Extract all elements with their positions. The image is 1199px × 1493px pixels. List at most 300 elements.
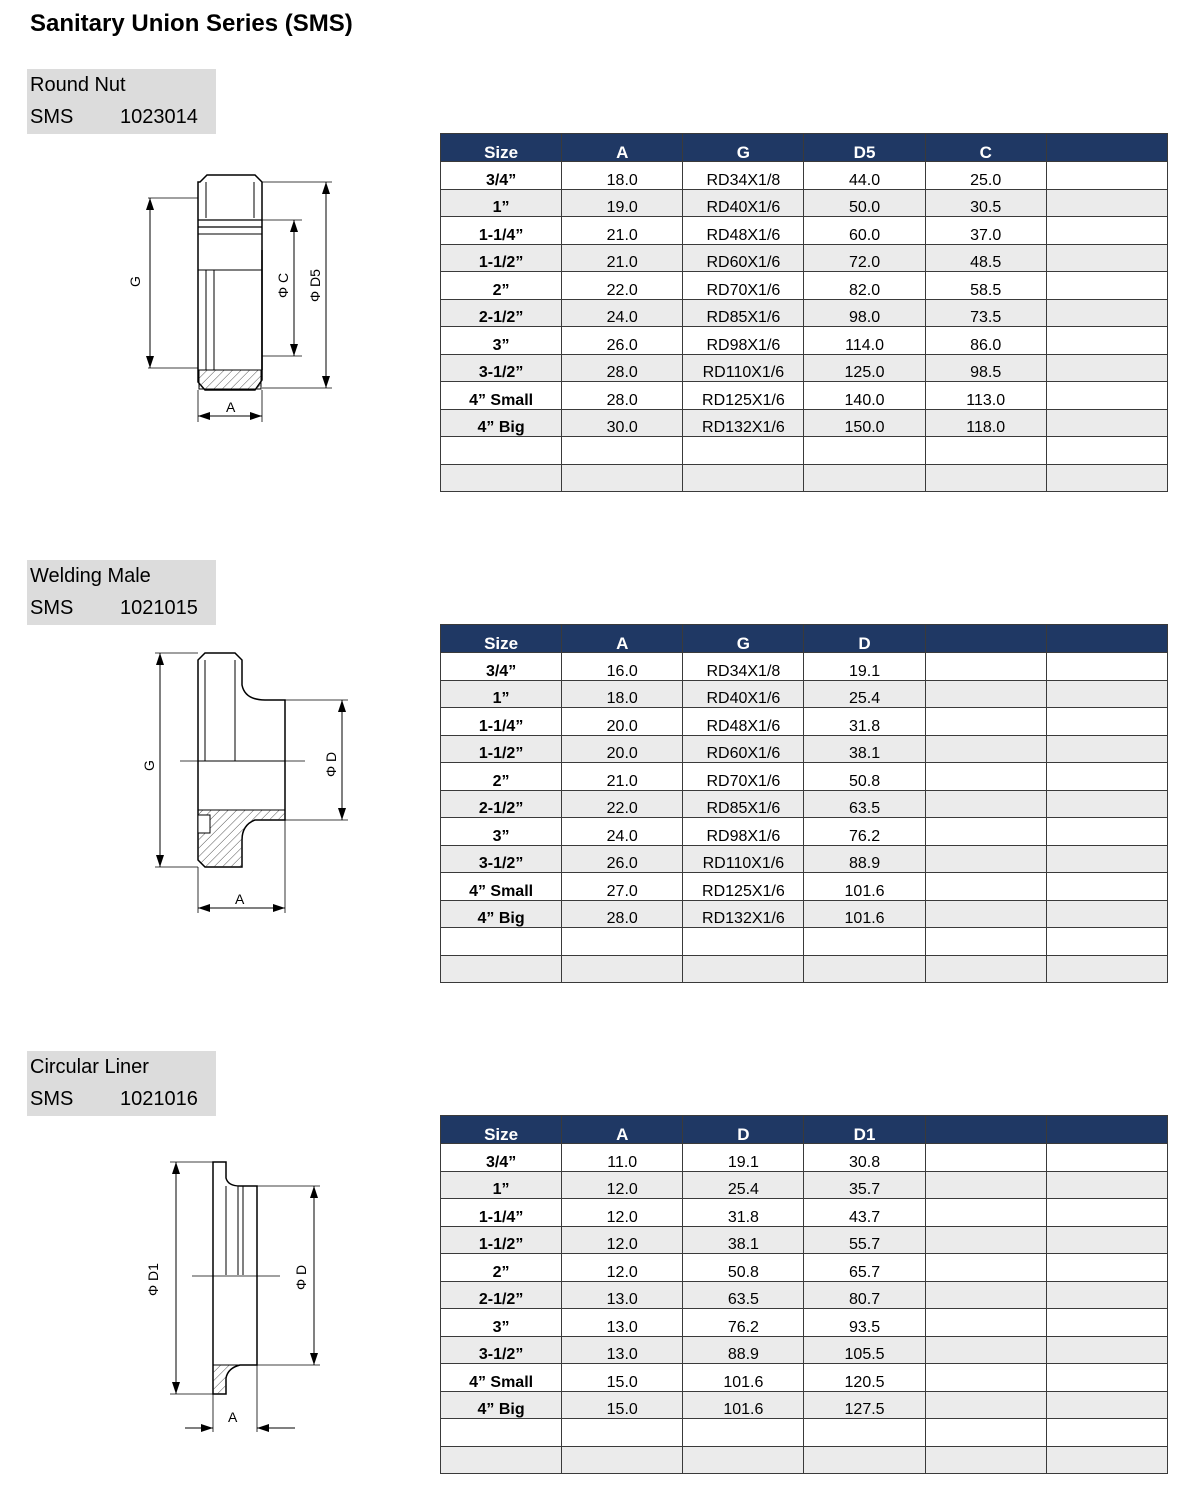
column-header [1046, 134, 1167, 162]
product-name: Circular Liner [30, 1056, 149, 1078]
round-nut-table [440, 133, 1168, 492]
table-cell: 26.0 [562, 845, 683, 873]
table-cell [1046, 735, 1167, 763]
table-cell: 18.0 [562, 680, 683, 708]
table-cell: 15.0 [562, 1364, 683, 1392]
table-cell [1046, 354, 1167, 382]
table-cell [1046, 464, 1167, 492]
table-row [441, 1254, 1168, 1282]
table-row [441, 189, 1168, 217]
table-cell: 22.0 [562, 272, 683, 300]
table-row [441, 845, 1168, 873]
table-cell [1046, 763, 1167, 791]
size-cell: 2-1/2” [441, 790, 562, 818]
table-cell [1046, 1199, 1167, 1227]
table-header-row [441, 1116, 1168, 1144]
table-cell [925, 763, 1046, 791]
table-row [441, 1364, 1168, 1392]
size-cell: 4” Big [441, 1391, 562, 1419]
table-row [441, 818, 1168, 846]
table-cell: RD60X1/6 [683, 735, 804, 763]
table-cell: 22.0 [562, 790, 683, 818]
size-cell: 3/4” [441, 162, 562, 190]
table-cell: 35.7 [804, 1171, 925, 1199]
table-cell: 88.9 [804, 845, 925, 873]
column-header: D1 [804, 1116, 925, 1144]
table-cell [925, 1199, 1046, 1227]
table-row [441, 1281, 1168, 1309]
standard-label: SMS [30, 597, 74, 619]
d-dimension-label: Φ D [323, 751, 339, 777]
table-cell: 15.0 [562, 1391, 683, 1419]
column-header: A [562, 1116, 683, 1144]
table-body [441, 1144, 1168, 1474]
table-cell: 19.1 [683, 1144, 804, 1172]
product-code: 1023014 [120, 106, 198, 128]
table-cell: RD34X1/8 [683, 162, 804, 190]
table-cell: 13.0 [562, 1281, 683, 1309]
size-cell: 2-1/2” [441, 299, 562, 327]
table-cell [1046, 272, 1167, 300]
table-cell [925, 437, 1046, 465]
column-header: D [804, 625, 925, 653]
table-cell: 76.2 [683, 1309, 804, 1337]
table-cell: RD40X1/6 [683, 189, 804, 217]
table-cell: 25.0 [925, 162, 1046, 190]
table-row [441, 464, 1168, 492]
table-cell [804, 437, 925, 465]
table-cell [1046, 1254, 1167, 1282]
welding-male-drawing [130, 645, 360, 920]
table-cell: 19.0 [562, 189, 683, 217]
size-cell [441, 1446, 562, 1474]
table-cell: RD60X1/6 [683, 244, 804, 272]
product-name: Round Nut [30, 74, 126, 96]
table-cell [925, 790, 1046, 818]
table-cell: 25.4 [683, 1171, 804, 1199]
size-cell [441, 464, 562, 492]
table-cell: RD125X1/6 [683, 873, 804, 901]
column-header: Size [441, 625, 562, 653]
column-header [925, 625, 1046, 653]
circular-liner-drawing [130, 1150, 330, 1435]
table-cell [804, 1419, 925, 1447]
table-row [441, 680, 1168, 708]
size-cell: 2” [441, 1254, 562, 1282]
size-cell: 4” Small [441, 1364, 562, 1392]
table-cell: RD85X1/6 [683, 790, 804, 818]
size-cell [441, 437, 562, 465]
table-cell: 38.1 [804, 735, 925, 763]
table-cell: 37.0 [925, 217, 1046, 245]
table-cell: 13.0 [562, 1336, 683, 1364]
size-cell: 3-1/2” [441, 1336, 562, 1364]
table-header-row [441, 134, 1168, 162]
a-dimension-label: A [235, 891, 245, 907]
table-cell [925, 708, 1046, 736]
table-cell [562, 437, 683, 465]
table-cell: 50.0 [804, 189, 925, 217]
table-row [441, 437, 1168, 465]
column-header: C [925, 134, 1046, 162]
table-cell: 28.0 [562, 382, 683, 410]
table-cell: 31.8 [683, 1199, 804, 1227]
table-cell [1046, 217, 1167, 245]
table-header-row [441, 625, 1168, 653]
size-cell: 3-1/2” [441, 354, 562, 382]
table-cell: 12.0 [562, 1199, 683, 1227]
table-cell [1046, 928, 1167, 956]
table-cell: 93.5 [804, 1309, 925, 1337]
table-cell [804, 955, 925, 983]
table-cell [925, 1336, 1046, 1364]
table-cell: 19.1 [804, 653, 925, 681]
table-cell [562, 1419, 683, 1447]
table-row [441, 1171, 1168, 1199]
table-cell [925, 1226, 1046, 1254]
table-cell [1046, 1144, 1167, 1172]
table-cell [1046, 818, 1167, 846]
table-cell: 101.6 [804, 873, 925, 901]
column-header: Size [441, 1116, 562, 1144]
table-cell: 30.0 [562, 409, 683, 437]
table-cell [925, 1144, 1046, 1172]
table-cell [804, 1446, 925, 1474]
table-cell [925, 1446, 1046, 1474]
table-cell: 12.0 [562, 1226, 683, 1254]
size-cell: 2-1/2” [441, 1281, 562, 1309]
table-cell [1046, 162, 1167, 190]
table-cell [683, 437, 804, 465]
table-cell: 125.0 [804, 354, 925, 382]
table-cell [925, 464, 1046, 492]
table-cell [1046, 790, 1167, 818]
round-nut-drawing [110, 170, 350, 430]
d-dimension-label: Φ D [293, 1264, 309, 1290]
table-cell: 86.0 [925, 327, 1046, 355]
table-row [441, 790, 1168, 818]
table-cell [1046, 1391, 1167, 1419]
table-cell [925, 653, 1046, 681]
table-cell [925, 1391, 1046, 1419]
size-cell: 1” [441, 1171, 562, 1199]
table-body [441, 653, 1168, 983]
d5-dimension-label: Φ D5 [307, 269, 323, 302]
table-cell: RD40X1/6 [683, 680, 804, 708]
table-cell [925, 845, 1046, 873]
size-cell: 2” [441, 763, 562, 791]
size-cell: 4” Big [441, 900, 562, 928]
table-cell: 101.6 [683, 1364, 804, 1392]
table-cell: RD110X1/6 [683, 354, 804, 382]
size-cell: 3” [441, 327, 562, 355]
table-cell [925, 900, 1046, 928]
table-cell: 113.0 [925, 382, 1046, 410]
table-cell: 24.0 [562, 299, 683, 327]
table-cell: 30.5 [925, 189, 1046, 217]
table-cell [683, 928, 804, 956]
table-cell: RD48X1/6 [683, 708, 804, 736]
table-cell [1046, 244, 1167, 272]
table-cell [1046, 900, 1167, 928]
table-cell: 20.0 [562, 708, 683, 736]
table-cell [925, 735, 1046, 763]
table-row [441, 900, 1168, 928]
table-cell: 24.0 [562, 818, 683, 846]
table-cell [1046, 437, 1167, 465]
table-body [441, 162, 1168, 492]
table-cell [562, 928, 683, 956]
table-cell: RD98X1/6 [683, 327, 804, 355]
table-cell [1046, 1446, 1167, 1474]
section-label-round-nut [27, 69, 216, 134]
table-cell: 44.0 [804, 162, 925, 190]
table-row [441, 1199, 1168, 1227]
table-cell: 26.0 [562, 327, 683, 355]
section-label-welding-male [27, 560, 216, 625]
table-row [441, 409, 1168, 437]
size-cell: 3/4” [441, 653, 562, 681]
table-cell [925, 1419, 1046, 1447]
table-row [441, 1419, 1168, 1447]
table-cell: 63.5 [683, 1281, 804, 1309]
size-cell: 3” [441, 818, 562, 846]
product-code: 1021015 [120, 597, 198, 619]
table-cell [925, 928, 1046, 956]
d1-dimension-label: Φ D1 [145, 1263, 161, 1296]
size-cell: 1-1/2” [441, 735, 562, 763]
size-cell [441, 1419, 562, 1447]
table-cell [1046, 1281, 1167, 1309]
table-row [441, 217, 1168, 245]
table-cell: 118.0 [925, 409, 1046, 437]
table-cell [925, 1254, 1046, 1282]
table-row [441, 162, 1168, 190]
table-cell [562, 955, 683, 983]
table-cell: 50.8 [804, 763, 925, 791]
table-cell: 50.8 [683, 1254, 804, 1282]
table-cell: 98.0 [804, 299, 925, 327]
table-cell: 21.0 [562, 217, 683, 245]
size-cell [441, 955, 562, 983]
table-cell [1046, 1226, 1167, 1254]
table-cell: RD110X1/6 [683, 845, 804, 873]
table-cell: RD70X1/6 [683, 272, 804, 300]
table-cell [1046, 873, 1167, 901]
table-cell [804, 464, 925, 492]
size-cell: 4” Big [441, 409, 562, 437]
table-cell: 12.0 [562, 1254, 683, 1282]
g-dimension-label: G [127, 276, 143, 287]
column-header: A [562, 134, 683, 162]
column-header: G [683, 134, 804, 162]
table-cell: 72.0 [804, 244, 925, 272]
table-cell [1046, 1364, 1167, 1392]
table-cell: RD132X1/6 [683, 900, 804, 928]
size-cell: 1-1/4” [441, 1199, 562, 1227]
table-cell [1046, 955, 1167, 983]
table-cell [925, 1171, 1046, 1199]
table-cell [925, 873, 1046, 901]
table-cell [562, 1446, 683, 1474]
size-cell [441, 928, 562, 956]
table-row [441, 1391, 1168, 1419]
column-header [1046, 625, 1167, 653]
product-name: Welding Male [30, 565, 151, 587]
table-cell: 28.0 [562, 354, 683, 382]
table-cell: 28.0 [562, 900, 683, 928]
size-cell: 4” Small [441, 873, 562, 901]
table-cell: RD70X1/6 [683, 763, 804, 791]
size-cell: 1” [441, 189, 562, 217]
table-cell: 82.0 [804, 272, 925, 300]
table-cell: 127.5 [804, 1391, 925, 1419]
table-cell [1046, 1171, 1167, 1199]
size-cell: 1-1/2” [441, 244, 562, 272]
table-cell: 76.2 [804, 818, 925, 846]
column-header: G [683, 625, 804, 653]
table-cell: 13.0 [562, 1309, 683, 1337]
page-title: Sanitary Union Series (SMS) [30, 10, 353, 37]
table-cell [1046, 382, 1167, 410]
table-row [441, 873, 1168, 901]
table-cell: 114.0 [804, 327, 925, 355]
column-header: A [562, 625, 683, 653]
table-row [441, 1226, 1168, 1254]
table-cell: 48.5 [925, 244, 1046, 272]
table-cell: 101.6 [804, 900, 925, 928]
table-cell: 65.7 [804, 1254, 925, 1282]
table-cell [1046, 1419, 1167, 1447]
table-cell: 30.8 [804, 1144, 925, 1172]
table-cell: RD98X1/6 [683, 818, 804, 846]
size-cell: 4” Small [441, 382, 562, 410]
table-row [441, 708, 1168, 736]
table-cell: 140.0 [804, 382, 925, 410]
section-label-circular-liner [27, 1051, 216, 1116]
size-cell: 1-1/4” [441, 217, 562, 245]
table-row [441, 272, 1168, 300]
table-cell [683, 1446, 804, 1474]
g-dimension-label: G [141, 760, 157, 771]
table-cell [1046, 1336, 1167, 1364]
table-cell: 73.5 [925, 299, 1046, 327]
table-cell: 55.7 [804, 1226, 925, 1254]
size-cell: 1-1/4” [441, 708, 562, 736]
table-cell: 43.7 [804, 1199, 925, 1227]
table-cell: RD132X1/6 [683, 409, 804, 437]
table-cell [925, 955, 1046, 983]
table-cell [925, 818, 1046, 846]
table-cell [925, 1309, 1046, 1337]
c-dimension-label: Φ C [275, 272, 291, 298]
table-cell: 150.0 [804, 409, 925, 437]
table-cell [562, 464, 683, 492]
table-cell [1046, 653, 1167, 681]
table-row [441, 1336, 1168, 1364]
product-code: 1021016 [120, 1088, 198, 1110]
table-cell [1046, 1309, 1167, 1337]
table-cell: 120.5 [804, 1364, 925, 1392]
table-cell: 38.1 [683, 1226, 804, 1254]
circular-liner-table [440, 1115, 1168, 1474]
size-cell: 3/4” [441, 1144, 562, 1172]
size-cell: 3-1/2” [441, 845, 562, 873]
table-cell: 105.5 [804, 1336, 925, 1364]
size-cell: 1-1/2” [441, 1226, 562, 1254]
table-row [441, 928, 1168, 956]
table-cell: 88.9 [683, 1336, 804, 1364]
table-cell: 11.0 [562, 1144, 683, 1172]
table-row [441, 1144, 1168, 1172]
table-cell [1046, 409, 1167, 437]
table-cell: 80.7 [804, 1281, 925, 1309]
table-cell: RD85X1/6 [683, 299, 804, 327]
table-cell: RD34X1/8 [683, 653, 804, 681]
table-cell [1046, 299, 1167, 327]
table-cell: 58.5 [925, 272, 1046, 300]
table-cell: RD48X1/6 [683, 217, 804, 245]
table-row [441, 955, 1168, 983]
welding-male-table [440, 624, 1168, 983]
standard-label: SMS [30, 1088, 74, 1110]
table-cell [925, 680, 1046, 708]
table-row [441, 327, 1168, 355]
table-cell: 21.0 [562, 244, 683, 272]
table-row [441, 244, 1168, 272]
table-cell: 25.4 [804, 680, 925, 708]
table-cell: 20.0 [562, 735, 683, 763]
standard-label: SMS [30, 106, 74, 128]
table-cell: 16.0 [562, 653, 683, 681]
table-cell [1046, 189, 1167, 217]
table-cell: 98.5 [925, 354, 1046, 382]
table-cell [683, 464, 804, 492]
column-header: Size [441, 134, 562, 162]
table-cell: 31.8 [804, 708, 925, 736]
size-cell: 2” [441, 272, 562, 300]
a-dimension-label: A [226, 399, 236, 415]
table-cell [1046, 708, 1167, 736]
table-cell [683, 955, 804, 983]
a-dimension-label: A [228, 1409, 238, 1425]
table-cell [925, 1281, 1046, 1309]
table-cell: 27.0 [562, 873, 683, 901]
table-cell: RD125X1/6 [683, 382, 804, 410]
table-cell [1046, 845, 1167, 873]
table-row [441, 1309, 1168, 1337]
table-cell: 101.6 [683, 1391, 804, 1419]
table-cell [683, 1419, 804, 1447]
table-cell: 21.0 [562, 763, 683, 791]
table-cell: 63.5 [804, 790, 925, 818]
size-cell: 1” [441, 680, 562, 708]
table-row [441, 299, 1168, 327]
table-row [441, 653, 1168, 681]
table-row [441, 763, 1168, 791]
size-cell: 3” [441, 1309, 562, 1337]
table-cell: 60.0 [804, 217, 925, 245]
table-cell [925, 1364, 1046, 1392]
column-header: D [683, 1116, 804, 1144]
table-row [441, 735, 1168, 763]
table-cell: 12.0 [562, 1171, 683, 1199]
table-row [441, 1446, 1168, 1474]
table-cell [1046, 680, 1167, 708]
table-cell [804, 928, 925, 956]
table-cell [1046, 327, 1167, 355]
column-header [1046, 1116, 1167, 1144]
